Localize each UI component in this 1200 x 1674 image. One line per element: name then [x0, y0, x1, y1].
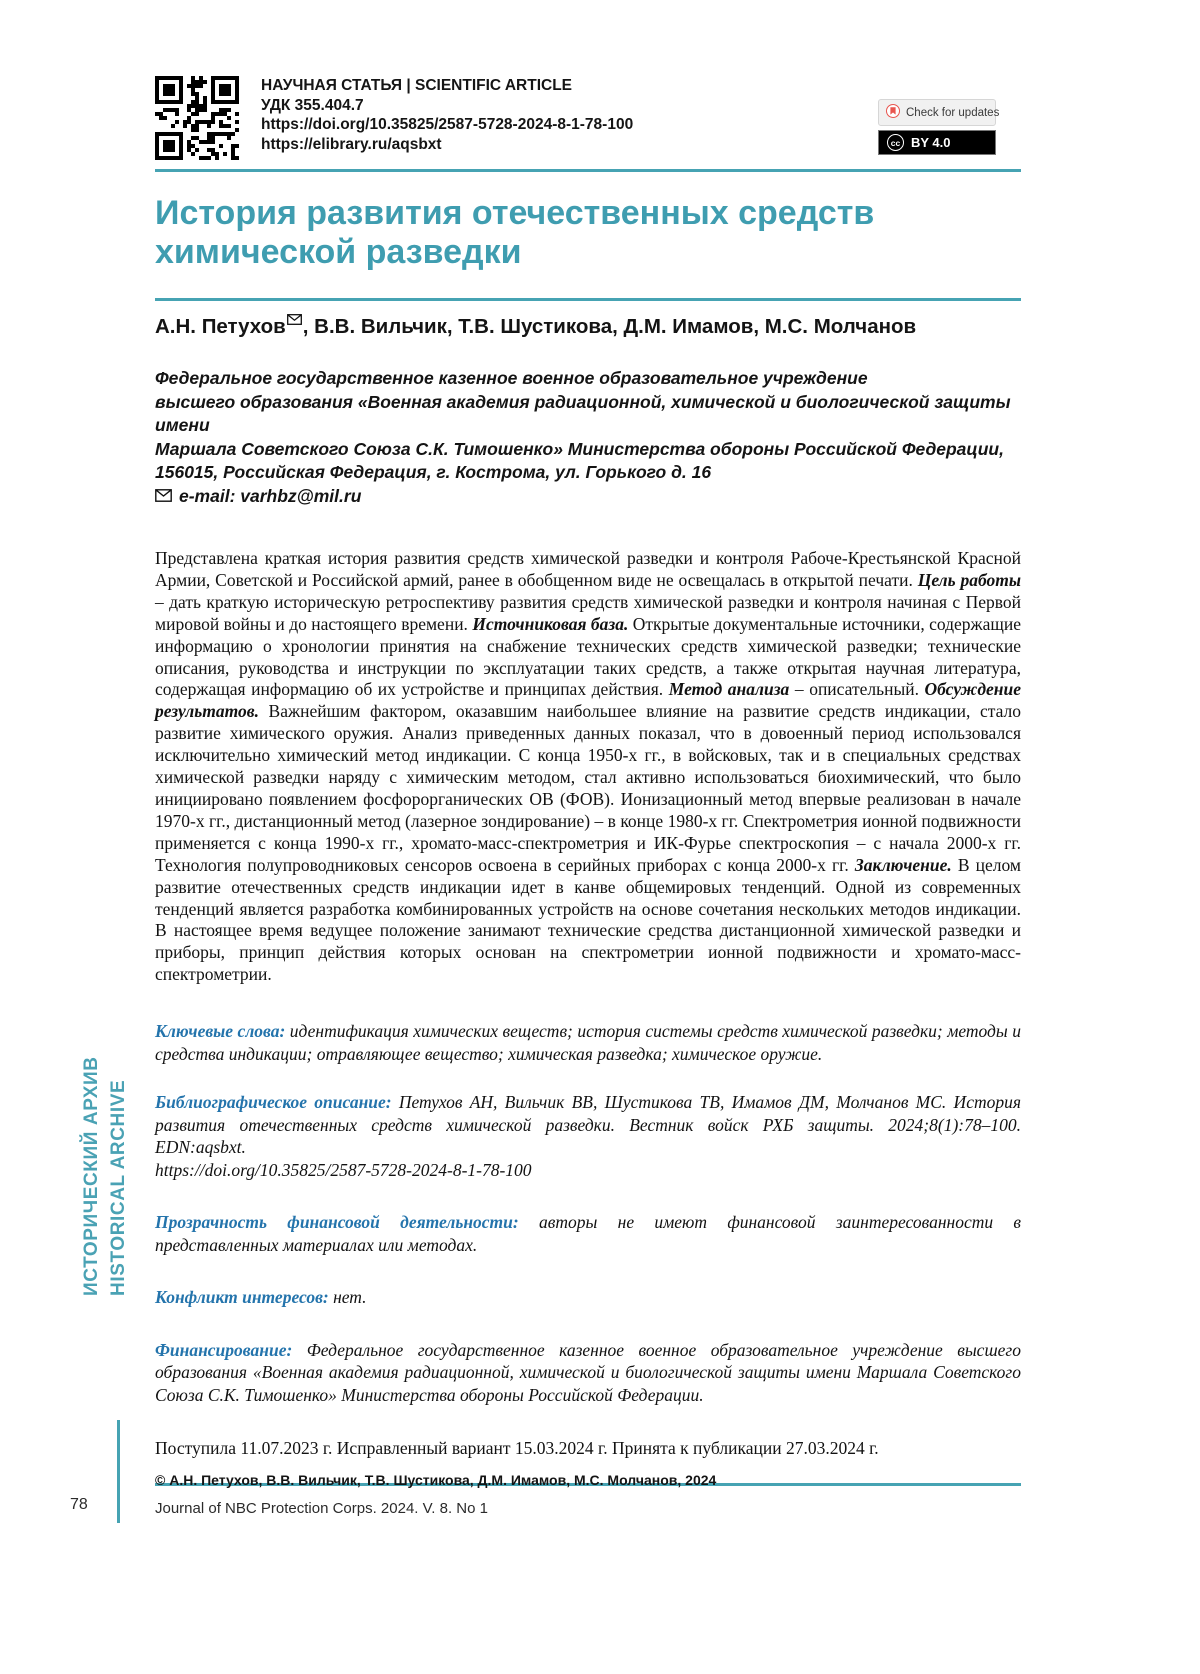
footer: [155, 1472, 716, 1517]
funding-section: [155, 1339, 1021, 1407]
abstract-paragraph: Представлена краткая история развития средств химической разведки и контроля Рабоче-Крестьянской Красной Армии, Советской и Российской армий, ранее в обобщенном виде не освещалась в открытой печати. Цель работы – дать краткую историческую ретроспективу развития средств химической разведки и контроля начиная с Первой мировой войны и до настоящего времени. Источниковая база. Открытые документальные источники, содержащие информацию о хронологии принятия на снабжение технических средств химической разведки; технические описания, руководства и инструкции по эксплуатации таких средств, а также открытая научная литература, содержащая информацию об их устройстве и принципах действия. Метод анализа – описательный. Обсуждение результатов. Важнейшим фактором, оказавшим наибольшее влияние на развитие средств индикации, стало развитие химического оружия. Анализ приведенных данных показал, что в довоенный период использовался исключительно химический метод индикации. С конца 1950-х гг., в войсковых, так и в специальных средствах химической разведки наряду с химическим методом, стал активно использоваться биохимический, что было инициировано появлением фосфорорганических ОВ (ФОВ). Ионизационный метод впервые реализован в начале 1970-х гг., дистанционный метод (лазерное зондирование) – в конце 1980-х гг. Спектрометрия ионной подвижности применяется с конца 1990-х гг., хромато-масс-спектрометрия и ИК-Фурье спектроскопия – с начала 2000-х гг. Технология полупроводниковых сенсоров освоена в серийных приборах с конца 2000-х гг. Заключение. В целом развитие отечественных средств индикации идет в канве общемировых тенденций. Одной из современных тенденций является разработка комбинированных устройств на основе сочетания нескольких методов индикации. В настоящее время ведущее положение занимают технические средства дистанционной химической разведки и приборы, принцип действия которых основан на спектрометрии ионной подвижности и хромато-масс-спектрометрии.: [155, 548, 1022, 985]
section-sidebar: [78, 1056, 132, 1296]
transparency-text: авторы не имеют финансовой заинтересованности в представленных материалах или методах.: [155, 1212, 1021, 1255]
elibrary-link[interactable]: https://elibrary.ru/aqsbxt: [261, 135, 442, 153]
doi-link[interactable]: https://doi.org/10.35825/2587-5728-2024-8-1-78-100: [261, 116, 634, 133]
affiliation-block: Федеральное государственное казенное военное образовательное учреждение высшего образования «Военная академия радиационной, химической и биологической защиты имени Маршала Советского Союза С.К. Тимошенко» Министерства обороны Российской Федерации, 156015, Российская Федерация, г. Кострома, ул. Горького д. 16: [155, 368, 1011, 482]
bibliography-label: Библиографическое описание:: [155, 1092, 392, 1113]
envelope-icon: [287, 307, 302, 331]
check-for-updates-label: Check for updates: [906, 106, 1000, 119]
title-divider: [155, 298, 1021, 301]
funding-label: Финансирование:: [155, 1339, 293, 1360]
creative-commons-icon: cc: [887, 134, 904, 151]
title-line-2: химической разведки: [155, 233, 522, 271]
abstract-heading-conclusion: Заключение.: [854, 854, 952, 875]
abstract-heading-goal: Цель работы: [917, 569, 1021, 590]
copyright-line: © А.Н. Петухов, В.В. Вильчик, Т.В. Шустикова, Д.М. Имамов, М.С. Молчанов, 2024: [155, 1472, 717, 1488]
sidebar-section-ru: ИСТОРИЧЕСКИЙ АРХИВ: [81, 1056, 102, 1296]
abstract-text: Представлена краткая история развития средств химической разведки и контроля Рабоче-Крестьянской Красной Армии, Советской и Российской армий, ранее в обобщенном виде не освещалась в открытой печати.: [155, 548, 1021, 590]
page-number: 78: [70, 1496, 88, 1513]
author-email-link[interactable]: e-mail: varhbz@mil.ru: [179, 485, 362, 506]
article-header: [155, 76, 1021, 162]
funding-text: Федеральное государственное казенное военное образовательное учреждение высшего образования «Военная академия радиационной, химической и биологической защиты имени Маршала Советского Союза С.К. Тимошенко» Министерства обороны Российской Федерации.: [155, 1339, 1021, 1405]
corresponding-author: А.Н. Петухов: [155, 315, 286, 338]
keywords-text: идентификация химических веществ; история системы средств химической разведки; методы и средства индикации; отравляющее вещество; химическая разведка; химическое оружие.: [155, 1021, 1021, 1064]
keywords-label: Ключевые слова:: [155, 1021, 286, 1042]
bibliographic-description-section: [155, 1091, 1021, 1181]
header-divider: [155, 169, 1021, 172]
abstract-heading-discussion: Обсуждение результатов.: [155, 679, 1021, 722]
abstract-heading-sources: Источниковая база.: [472, 613, 629, 634]
qr-code-icon: [155, 76, 241, 162]
authors-line: [155, 315, 1021, 339]
abstract-heading-method: Метод анализа: [668, 679, 790, 700]
sidebar-section-en: HISTORICAL ARCHIVE: [108, 1079, 129, 1296]
journal-line: Journal of NBC Protection Corps. 2024. V. 8. No 1: [155, 1500, 488, 1517]
udk-label: УДК 355.404.7: [261, 96, 364, 114]
co-authors: , В.В. Вильчик, Т.В. Шустикова, Д.М. Имамов, М.С. Молчанов: [302, 315, 917, 338]
transparency-label: Прозрачность финансовой деятельности:: [155, 1212, 519, 1233]
envelope-icon: [155, 485, 172, 509]
conflict-label: Конфликт интересов:: [155, 1287, 329, 1308]
footer-vertical-rule: [117, 1420, 120, 1523]
title-line-1: История развития отечественных средств: [155, 194, 875, 232]
conflict-text: нет.: [328, 1287, 367, 1308]
keywords-section: [155, 1020, 1021, 1065]
article-type-label: НАУЧНАЯ СТАТЬЯ | SCIENTIFIC ARTICLE: [261, 77, 572, 94]
bibliography-text: Петухов АН, Вильчик ВВ, Шустикова ТВ, Имамов ДМ, Молчанов МС. История развития отечественных средств химической разведки. Вестник войск РХБ защиты. 2024;8(1):78–100. EDN:aqsbxt.: [155, 1092, 1021, 1158]
cc-by-label: BY 4.0: [911, 135, 951, 150]
bibliography-doi-link[interactable]: https://doi.org/10.35825/2587-5728-2024-8-1-78-100: [155, 1159, 532, 1180]
financial-transparency-section: [155, 1211, 1021, 1256]
submission-dates-line: Поступила 11.07.2023 г. Исправленный вариант 15.03.2024 г. Принята к публикации 27.03.2024 г.: [155, 1438, 879, 1459]
page-title: [155, 194, 1021, 272]
conflict-of-interest-section: [155, 1286, 1021, 1309]
